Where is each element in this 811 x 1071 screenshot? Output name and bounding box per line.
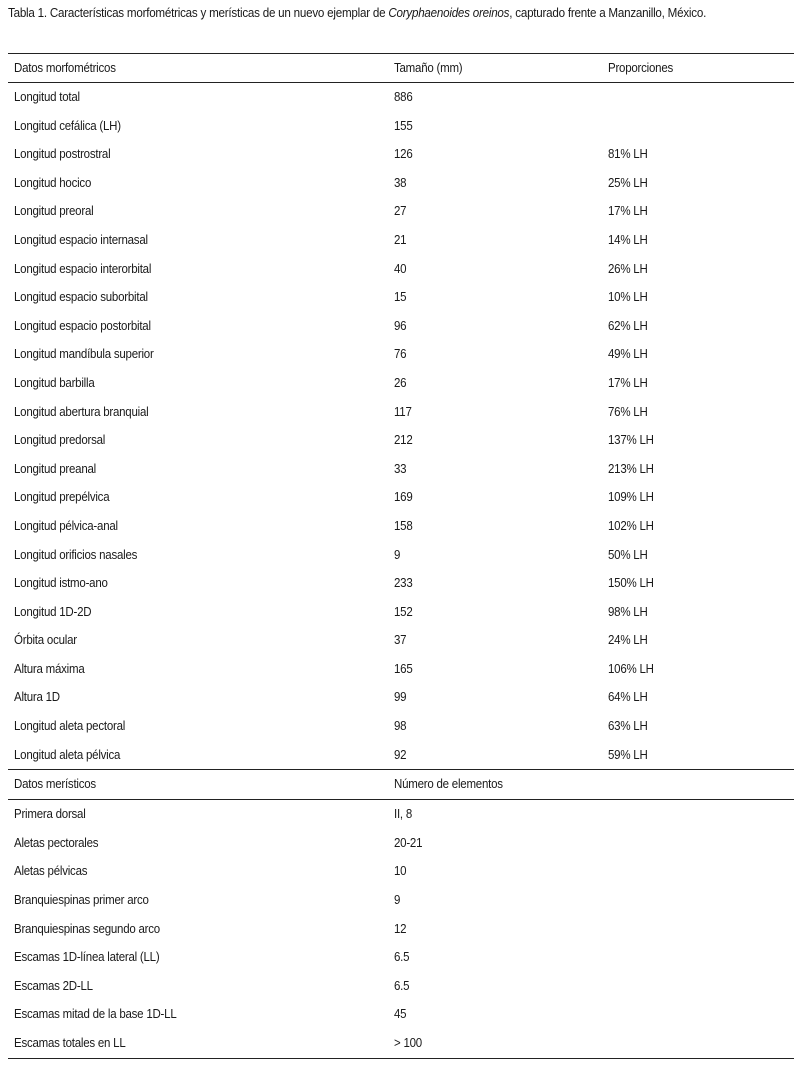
meristic-row bbox=[8, 800, 794, 829]
proportion-value bbox=[602, 455, 794, 484]
measure-name-text: Longitud preoral bbox=[14, 204, 94, 219]
measure-name bbox=[8, 426, 388, 455]
size-value-text: 126 bbox=[394, 147, 413, 162]
measure-name-text: Longitud espacio interorbital bbox=[14, 261, 152, 276]
empty-cell bbox=[602, 915, 794, 944]
header-label: Datos morfométricos bbox=[14, 61, 116, 75]
count-name bbox=[8, 972, 388, 1001]
proportion-value-text: 137% LH bbox=[608, 433, 654, 448]
proportion-value bbox=[602, 483, 794, 512]
count-value-text: 12 bbox=[394, 921, 407, 936]
size-value-text: 27 bbox=[394, 204, 407, 219]
header-cell bbox=[602, 54, 794, 83]
measure-name bbox=[8, 369, 388, 398]
size-value bbox=[388, 312, 602, 341]
count-name bbox=[8, 1029, 388, 1058]
proportion-value bbox=[602, 112, 794, 141]
proportion-value-text: 25% LH bbox=[608, 175, 648, 190]
size-value bbox=[388, 712, 602, 741]
size-value-text: 233 bbox=[394, 576, 413, 591]
morphometric-row bbox=[8, 226, 794, 255]
size-value bbox=[388, 197, 602, 226]
meristic-header-row bbox=[8, 770, 794, 800]
empty-cell bbox=[602, 857, 794, 886]
size-value bbox=[388, 569, 602, 598]
count-name-text: Escamas 1D-línea lateral (LL) bbox=[14, 950, 160, 965]
morphometric-row bbox=[8, 541, 794, 570]
size-value-text: 886 bbox=[394, 90, 413, 104]
meristic-row bbox=[8, 886, 794, 915]
proportion-value-text: 64% LH bbox=[608, 690, 648, 705]
proportion-value-text: 98% LH bbox=[608, 604, 648, 619]
count-name-text: Escamas 2D-LL bbox=[14, 978, 93, 993]
count-name-text: Aletas pectorales bbox=[14, 835, 99, 850]
size-value bbox=[388, 283, 602, 312]
count-name bbox=[8, 915, 388, 944]
measure-name-text: Longitud espacio internasal bbox=[14, 232, 148, 247]
size-value bbox=[388, 512, 602, 541]
measure-name bbox=[8, 112, 388, 141]
meristic-row bbox=[8, 1000, 794, 1029]
size-value bbox=[388, 598, 602, 627]
measure-name-text: Longitud istmo-ano bbox=[14, 576, 108, 591]
empty-cell bbox=[602, 1029, 794, 1058]
measure-name-text: Longitud preanal bbox=[14, 461, 97, 476]
measure-name bbox=[8, 541, 388, 570]
size-value bbox=[388, 398, 602, 427]
measure-name-text: Longitud barbilla bbox=[14, 375, 95, 390]
count-name bbox=[8, 943, 388, 972]
size-value-text: 165 bbox=[394, 661, 413, 676]
proportion-value-text: 76% LH bbox=[608, 404, 648, 419]
proportion-value bbox=[602, 626, 794, 655]
proportion-value bbox=[602, 255, 794, 284]
table-body bbox=[8, 54, 794, 1059]
morphometric-row bbox=[8, 283, 794, 312]
measure-name-text: Longitud orificios nasales bbox=[14, 547, 138, 562]
proportion-value-text: 81% LH bbox=[608, 147, 648, 162]
size-value-text: 212 bbox=[394, 433, 413, 448]
size-value-text: 76 bbox=[394, 347, 407, 362]
count-name-text: Branquiespinas segundo arco bbox=[14, 921, 160, 936]
size-value bbox=[388, 112, 602, 141]
proportion-value-text: 62% LH bbox=[608, 318, 648, 333]
proportion-value bbox=[602, 169, 794, 198]
count-value bbox=[388, 1000, 602, 1029]
proportion-value bbox=[602, 426, 794, 455]
proportion-value bbox=[602, 369, 794, 398]
proportion-value bbox=[602, 512, 794, 541]
morphometric-row bbox=[8, 483, 794, 512]
proportion-value-text: 17% LH bbox=[608, 204, 648, 219]
size-value bbox=[388, 255, 602, 284]
count-name bbox=[8, 886, 388, 915]
meristic-row bbox=[8, 1029, 794, 1058]
count-value-text: 9 bbox=[394, 893, 401, 908]
measure-name bbox=[8, 226, 388, 255]
measure-name bbox=[8, 140, 388, 169]
caption-suffix: , capturado frente a Manzanillo, México. bbox=[509, 6, 707, 20]
proportion-value-text: 50% LH bbox=[608, 547, 648, 562]
size-value bbox=[388, 626, 602, 655]
measure-name bbox=[8, 312, 388, 341]
count-value-text: > 100 bbox=[394, 1036, 422, 1050]
count-value-text: 10 bbox=[394, 864, 407, 879]
count-value bbox=[388, 972, 602, 1001]
count-name-text: Escamas mitad de la base 1D-LL bbox=[14, 1007, 177, 1022]
size-value-text: 96 bbox=[394, 318, 407, 333]
header-cell-text: Datos merísticos bbox=[14, 777, 96, 792]
size-value bbox=[388, 655, 602, 684]
size-value-text: 99 bbox=[394, 690, 407, 705]
measure-name bbox=[8, 655, 388, 684]
morphometric-row bbox=[8, 426, 794, 455]
header-label: Proporciones bbox=[608, 61, 674, 75]
proportion-value-text: 213% LH bbox=[608, 461, 654, 476]
size-value-text: 33 bbox=[394, 461, 407, 476]
measure-name-text: Longitud postrostral bbox=[14, 147, 111, 162]
measure-name-text: Órbita ocular bbox=[14, 633, 77, 648]
size-value-text: 26 bbox=[394, 375, 407, 390]
measure-name bbox=[8, 197, 388, 226]
meristic-row bbox=[8, 915, 794, 944]
size-value bbox=[388, 340, 602, 369]
size-value bbox=[388, 483, 602, 512]
proportion-value bbox=[602, 197, 794, 226]
measure-name bbox=[8, 512, 388, 541]
caption-species: Coryphaenoides oreinos bbox=[388, 6, 510, 20]
proportion-value-text: 106% LH bbox=[608, 661, 654, 676]
proportion-value bbox=[602, 398, 794, 427]
size-value bbox=[388, 226, 602, 255]
size-value bbox=[388, 169, 602, 198]
proportion-value-text: 17% LH bbox=[608, 375, 648, 390]
measure-name bbox=[8, 169, 388, 198]
header-label: Tamaño (mm) bbox=[394, 61, 463, 75]
morphometric-row bbox=[8, 626, 794, 655]
measure-name-text: Longitud espacio suborbital bbox=[14, 290, 148, 305]
empty-cell bbox=[602, 800, 794, 829]
morphometric-row bbox=[8, 169, 794, 198]
morphometric-row bbox=[8, 112, 794, 141]
header-cell bbox=[388, 54, 602, 83]
measure-name bbox=[8, 741, 388, 770]
measure-name bbox=[8, 398, 388, 427]
proportion-value-text: 10% LH bbox=[608, 290, 648, 305]
empty-cell bbox=[602, 1000, 794, 1029]
count-name bbox=[8, 800, 388, 829]
morphometric-header-row bbox=[8, 54, 794, 83]
measure-name bbox=[8, 626, 388, 655]
measure-name bbox=[8, 255, 388, 284]
empty-cell bbox=[602, 943, 794, 972]
meristic-row bbox=[8, 943, 794, 972]
proportion-value bbox=[602, 283, 794, 312]
count-value bbox=[388, 829, 602, 858]
morphometric-row bbox=[8, 369, 794, 398]
measure-name bbox=[8, 483, 388, 512]
header-cell bbox=[8, 770, 388, 800]
proportion-value-text: 150% LH bbox=[608, 576, 654, 591]
morphometric-row bbox=[8, 398, 794, 427]
header-cell bbox=[602, 770, 794, 800]
header-cell-text: Número de elementos bbox=[394, 777, 503, 792]
count-value-text: 20-21 bbox=[394, 835, 423, 850]
morphometric-row bbox=[8, 340, 794, 369]
measure-name-text: Longitud aleta pélvica bbox=[14, 747, 121, 762]
data-table bbox=[8, 53, 794, 1059]
size-value-text: 38 bbox=[394, 175, 407, 190]
size-value-text: 21 bbox=[394, 232, 407, 247]
empty-cell bbox=[602, 829, 794, 858]
size-value bbox=[388, 541, 602, 570]
size-value-text: 98 bbox=[394, 719, 407, 734]
proportion-value bbox=[602, 312, 794, 341]
count-name bbox=[8, 857, 388, 886]
measure-name bbox=[8, 283, 388, 312]
count-name-text: Branquiespinas primer arco bbox=[14, 893, 149, 908]
size-value bbox=[388, 455, 602, 484]
morphometric-row bbox=[8, 655, 794, 684]
proportion-value-text: 14% LH bbox=[608, 232, 648, 247]
count-value bbox=[388, 943, 602, 972]
proportion-value bbox=[602, 712, 794, 741]
measure-name-text: Longitud predorsal bbox=[14, 433, 106, 448]
morphometric-row bbox=[8, 712, 794, 741]
measure-name bbox=[8, 569, 388, 598]
size-value-text: 155 bbox=[394, 118, 413, 133]
size-value bbox=[388, 140, 602, 169]
measure-name-text: Altura máxima bbox=[14, 661, 85, 676]
proportion-value-text: 109% LH bbox=[608, 490, 654, 505]
measure-name-text: Longitud mandíbula superior bbox=[14, 347, 154, 362]
count-value-text: 6.5 bbox=[394, 978, 410, 993]
proportion-value bbox=[602, 541, 794, 570]
measure-name-text: Longitud aleta pectoral bbox=[14, 719, 126, 734]
morphometric-row bbox=[8, 197, 794, 226]
measure-name-text: Altura 1D bbox=[14, 690, 60, 705]
header-cell bbox=[388, 770, 602, 800]
measure-name-text: Longitud espacio postorbital bbox=[14, 318, 151, 333]
proportion-value-text: 24% LH bbox=[608, 633, 648, 648]
meristic-row bbox=[8, 829, 794, 858]
proportion-value bbox=[602, 683, 794, 712]
count-value-text: II, 8 bbox=[394, 807, 413, 822]
header-cell bbox=[8, 54, 388, 83]
size-value-text: 37 bbox=[394, 633, 407, 648]
proportion-value bbox=[602, 569, 794, 598]
proportion-value-text: 59% LH bbox=[608, 747, 648, 762]
empty-cell bbox=[602, 886, 794, 915]
size-value-text: 158 bbox=[394, 518, 413, 533]
size-value-text: 117 bbox=[394, 404, 412, 419]
morphometric-row bbox=[8, 741, 794, 770]
proportion-value bbox=[602, 140, 794, 169]
measure-name-text: Longitud pélvica-anal bbox=[14, 518, 118, 533]
size-value bbox=[388, 426, 602, 455]
morphometric-row bbox=[8, 683, 794, 712]
size-value-text: 40 bbox=[394, 261, 407, 276]
measure-name-text: Longitud 1D-2D bbox=[14, 604, 92, 619]
measure-name bbox=[8, 683, 388, 712]
count-name bbox=[8, 1000, 388, 1029]
size-value-text: 15 bbox=[394, 290, 407, 305]
measure-name bbox=[8, 340, 388, 369]
count-value-text: 45 bbox=[394, 1007, 407, 1022]
count-value bbox=[388, 857, 602, 886]
size-value bbox=[388, 83, 602, 112]
proportion-value bbox=[602, 226, 794, 255]
measure-name-text: Longitud prepélvica bbox=[14, 490, 110, 505]
morphometric-row bbox=[8, 512, 794, 541]
table-caption bbox=[8, 6, 706, 20]
proportion-value-text: 26% LH bbox=[608, 261, 648, 276]
count-value bbox=[388, 915, 602, 944]
count-value bbox=[388, 800, 602, 829]
proportion-value-text: 102% LH bbox=[608, 518, 654, 533]
morphometric-row bbox=[8, 140, 794, 169]
measure-name-text: Longitud hocico bbox=[14, 175, 92, 190]
proportion-value bbox=[602, 741, 794, 770]
proportion-value bbox=[602, 340, 794, 369]
proportion-value-text: 49% LH bbox=[608, 347, 648, 362]
count-name-text: Aletas pélvicas bbox=[14, 864, 88, 879]
measure-name bbox=[8, 455, 388, 484]
morphometric-row bbox=[8, 598, 794, 627]
meristic-row bbox=[8, 972, 794, 1001]
proportion-value bbox=[602, 598, 794, 627]
measure-name-text: Longitud abertura branquial bbox=[14, 404, 149, 419]
size-value-text: 169 bbox=[394, 490, 413, 505]
morphometric-row bbox=[8, 255, 794, 284]
morphometric-row bbox=[8, 312, 794, 341]
morphometric-row bbox=[8, 83, 794, 112]
measure-name bbox=[8, 83, 388, 112]
size-value bbox=[388, 369, 602, 398]
measure-name-text: Longitud total bbox=[14, 90, 80, 104]
meristic-row bbox=[8, 857, 794, 886]
proportion-value bbox=[602, 655, 794, 684]
count-value bbox=[388, 1029, 602, 1058]
count-name bbox=[8, 829, 388, 858]
morphometric-row bbox=[8, 455, 794, 484]
size-value-text: 92 bbox=[394, 747, 407, 762]
measure-name bbox=[8, 712, 388, 741]
measure-name-text: Longitud cefálica (LH) bbox=[14, 118, 121, 133]
caption-prefix: Tabla 1. Características morfométricas y merísticas de un nuevo ejemplar de bbox=[8, 6, 389, 20]
count-value bbox=[388, 886, 602, 915]
measure-name bbox=[8, 598, 388, 627]
count-name-text: Escamas totales en LL bbox=[14, 1036, 126, 1050]
size-value bbox=[388, 683, 602, 712]
size-value-text: 152 bbox=[394, 604, 413, 619]
count-name-text: Primera dorsal bbox=[14, 807, 86, 822]
size-value-text: 9 bbox=[394, 547, 401, 562]
empty-cell bbox=[602, 972, 794, 1001]
proportion-value-text: 63% LH bbox=[608, 719, 648, 734]
proportion-value bbox=[602, 83, 794, 112]
size-value bbox=[388, 741, 602, 770]
morphometric-row bbox=[8, 569, 794, 598]
count-value-text: 6.5 bbox=[394, 950, 410, 965]
